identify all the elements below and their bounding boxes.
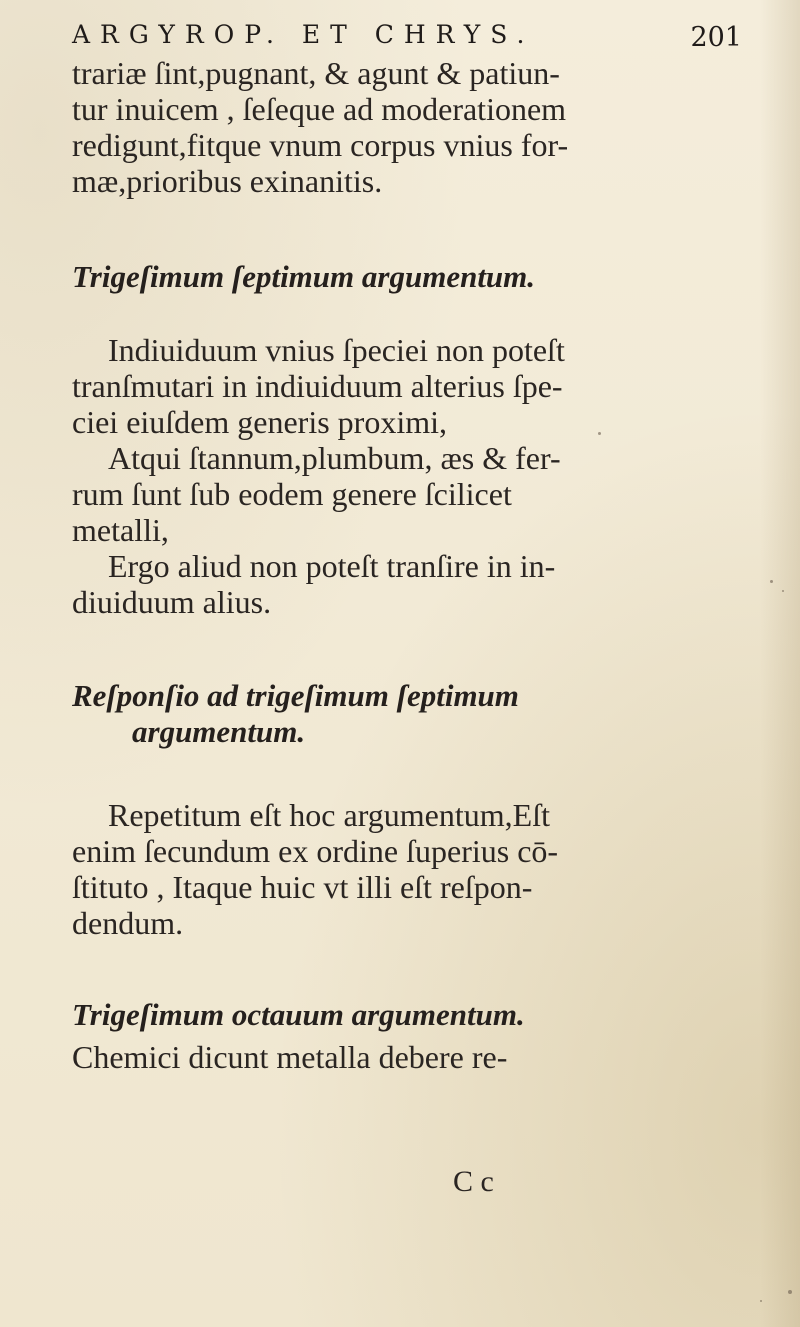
text-block: [72, 55, 762, 1075]
text-line: ciei eiuſdem generis proximi,: [72, 404, 447, 440]
text-line: redigunt,fitque vnum corpus vnius for-: [72, 127, 569, 163]
text-line: dendum.: [72, 905, 184, 941]
page-header: [72, 14, 742, 58]
paragraph-2: [72, 332, 762, 620]
paragraph-4: [72, 1039, 762, 1075]
catchword: C c: [453, 1165, 494, 1198]
response-heading: [72, 678, 762, 750]
text-line: tur inuicem , ſeſeque ad moderationem: [72, 91, 567, 127]
section-heading: Trigeſimum ſeptimum argumentum.: [72, 259, 536, 294]
text-line: tranſmutari in indiuiduum alterius ſpe-: [72, 368, 563, 404]
paper-speck: [788, 1290, 792, 1294]
text-line: Atqui ſtannum,plumbum, æs & fer-: [108, 440, 561, 476]
running-head: ARGYROP. ET CHRYS.: [72, 20, 535, 49]
paper-speck: [782, 590, 784, 592]
heading-line: Reſponſio ad trigeſimum ſeptimum: [72, 678, 519, 713]
text-line: Repetitum eſt hoc argumentum,Eſt: [108, 797, 550, 833]
heading-line: argumentum.: [132, 714, 306, 749]
page-edge-shadow: [760, 0, 800, 1327]
text-line: Indiuiduum vnius ſpeciei non poteſt: [108, 332, 565, 368]
text-line: trariæ ſint,pugnant, & agunt & patiun-: [72, 55, 560, 91]
text-line: mæ,prioribus exinanitis.: [72, 163, 383, 199]
page-number: 201: [690, 22, 742, 53]
paragraph-1: [72, 55, 762, 199]
text-line: ſtituto , Itaque huic vt illi eſt reſpon-: [72, 869, 533, 905]
text-line: Ergo aliud non poteſt tranſire in in-: [108, 548, 556, 584]
text-line: Chemici dicunt metalla debere re-: [72, 1039, 508, 1075]
text-line: enim ſecundum ex ordine ſuperius cō-: [72, 833, 559, 869]
paragraph-3: [72, 797, 762, 941]
paper-speck: [770, 580, 773, 583]
text-line: metalli,: [72, 512, 169, 548]
text-line: diuiduum alius.: [72, 584, 272, 620]
paper-speck: [598, 432, 601, 435]
section-heading: Trigeſimum octauum argumentum.: [72, 997, 525, 1032]
paper-speck: [760, 1300, 762, 1302]
text-line: rum ſunt ſub eodem genere ſcilicet: [72, 476, 512, 512]
